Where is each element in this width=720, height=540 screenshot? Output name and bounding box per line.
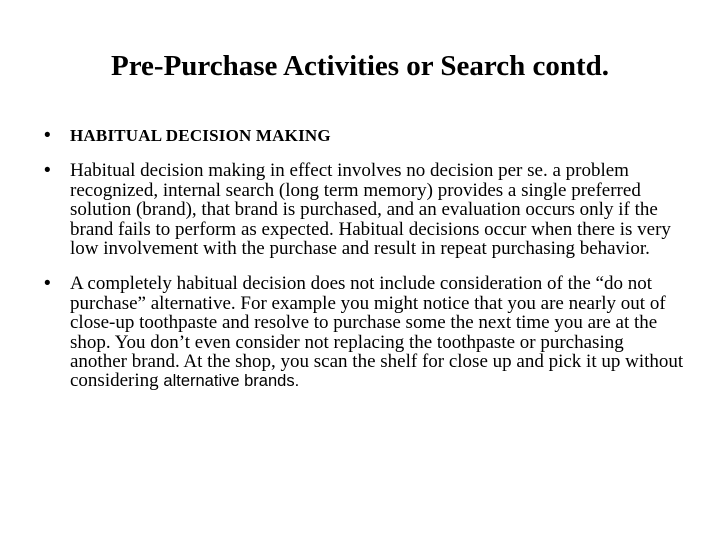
bullet-dot-icon: • — [44, 160, 51, 182]
bullet-text-tail: alternative brands. — [163, 372, 300, 391]
bullet-text: Habitual decision making in effect involves no decision per se. a problem recognized, internal search (long term memory) provides a single preferred solution (brand), that brand is purchased, and an evaluation occurs only if the brand fails to perform as expected. Habitual decisions occur when there is very low involvement with the purchase and result in repeat purchasing behavior. — [70, 160, 671, 260]
bullet-item-habitual-definition — [44, 161, 684, 258]
bullet-item-heading — [44, 126, 684, 145]
bullet-item-habitual-example — [44, 274, 684, 391]
bullet-text: A completely habitual decision does not include consideration of the “do not purchase” alternative. For example you might notice that you are nearly out of close-up toothpaste and resolve to purchase some the next time you are at the shop. You don’t even consider not replacing the toothpaste or purchasing another brand. At the shop, you scan the shelf for close up and pick it up without considering — [70, 273, 684, 392]
bullet-list — [44, 126, 684, 392]
bullet-dot-icon: • — [44, 125, 51, 146]
section-heading: HABITUAL DECISION MAKING — [70, 126, 331, 145]
bullet-dot-icon: • — [44, 273, 51, 295]
slide-title: Pre-Purchase Activities or Search contd. — [110, 50, 610, 82]
